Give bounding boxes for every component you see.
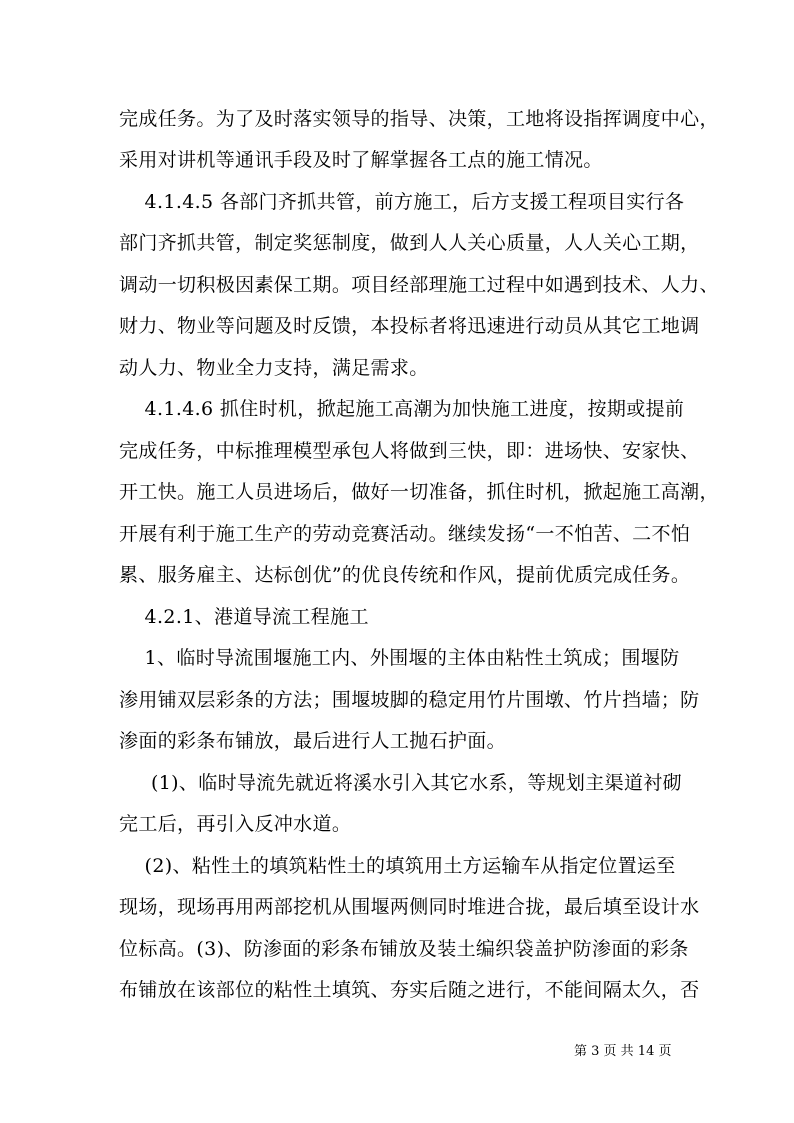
text-line: (2)、粘性土的填筑粘性土的填筑用土方运输车从指定位置运至 xyxy=(119,855,676,877)
text-line: 财力、物业等问题及时反馈，本投标者将迅速进行动员从其它工地调 xyxy=(119,315,700,337)
text-line: 采用对讲机等通讯手段及时了解掌握各工点的施工情况。 xyxy=(119,149,603,171)
text-line: 布铺放在该部位的粘性土填筑、夯实后随之进行，不能间隔太久，否 xyxy=(119,979,700,1001)
text-line: 开工快。施工人员进场后，做好一切准备，抓住时机，掀起施工高潮， xyxy=(119,481,719,503)
page-number-footer: 第 3 页 共 14 页 xyxy=(574,1044,672,1059)
section-heading: 4.2.1、港道导流工程施工 xyxy=(119,606,369,628)
text-line: 4.1.4.5 各部门齐抓共管，前方施工，后方支援工程项目实行各 xyxy=(119,191,685,213)
text-line: 现场，现场再用两部挖机从围堰两侧同时堆进合拢，最后填至设计水 xyxy=(119,896,700,918)
text-line: 4.1.4.6 抓住时机，掀起施工高潮为加快施工进度，按期或提前 xyxy=(119,398,685,420)
text-line: 完工后，再引入反冲水道。 xyxy=(119,813,352,835)
text-line: 动人力、物业全力支持，满足需求。 xyxy=(119,357,429,379)
text-line: 位标高。(3)、防渗面的彩条布铺放及装土编织袋盖护防渗面的彩条 xyxy=(119,938,689,960)
text-line: 开展有利于施工生产的劳动竞赛活动。继续发扬“一不怕苦、二不怕 xyxy=(119,523,691,545)
text-line: 调动一切积极因素保工期。项目经部理施工过程中如遇到技术、人力、 xyxy=(119,274,719,296)
text-line: 完成任务。为了及时落实领导的指导、决策，工地将设指挥调度中心， xyxy=(119,108,719,130)
text-line: (1)、临时导流先就近将溪水引入其它水系，等规划主渠道衬砌 xyxy=(119,772,683,794)
text-line: 部门齐抓共管，制定奖惩制度，做到人人关心质量，人人关心工期， xyxy=(119,232,700,254)
text-line: 渗面的彩条布铺放，最后进行人工抛石护面。 xyxy=(119,730,507,752)
text-line: 完成任务，中标推理模型承包人将做到三快，即：进场快、安家快、 xyxy=(119,440,700,462)
text-line: 累、服务雇主、达标创优”的优良传统和作风，提前优质完成任务。 xyxy=(119,564,691,586)
text-line: 渗用铺双层彩条的方法；围堰坡脚的稳定用竹片围墩、竹片挡墙；防 xyxy=(119,689,700,711)
text-line: 1、临时导流围堰施工内、外围堰的主体由粘性土筑成；围堰防 xyxy=(119,647,680,669)
